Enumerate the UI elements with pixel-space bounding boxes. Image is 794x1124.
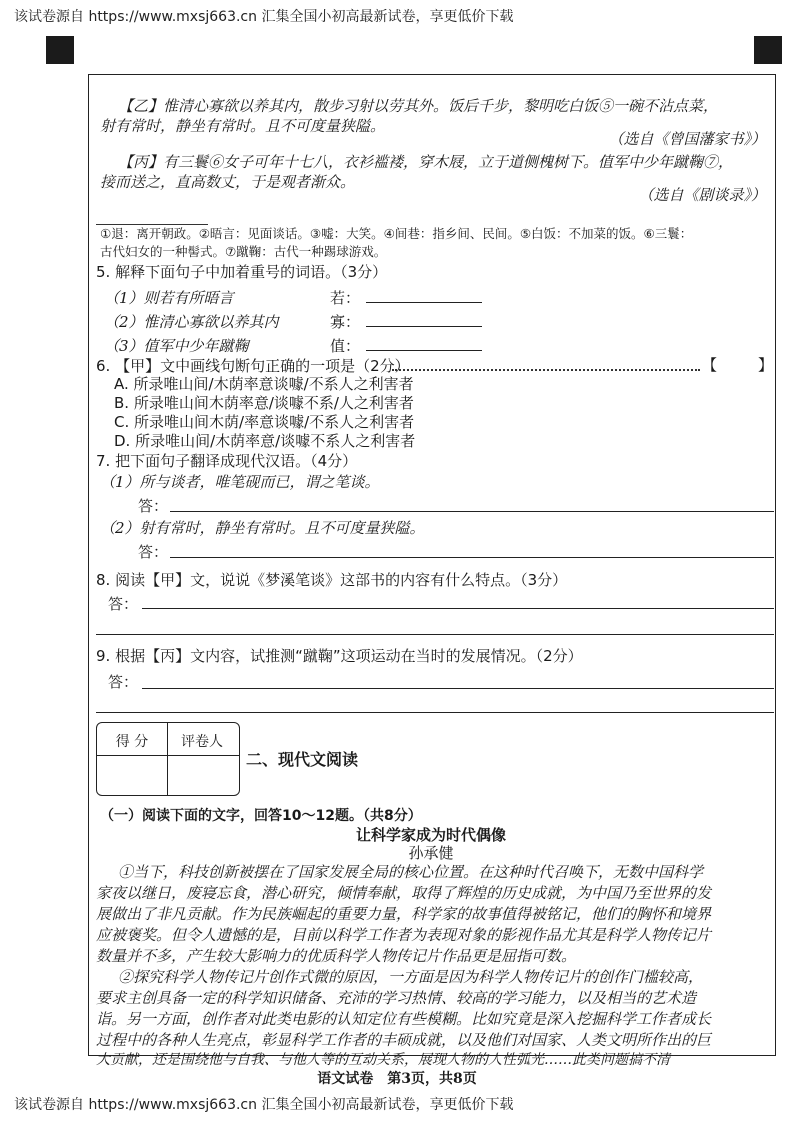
q9-answer-line-1[interactable] <box>142 688 774 689</box>
q8-answer-line-2[interactable] <box>96 634 774 635</box>
article-author: 孙承健 <box>408 844 454 862</box>
q5-answer-1[interactable] <box>330 288 482 308</box>
notes-line1: ①退：离开朝政。②晤言：见面谈话。③嘘：大笑。④间巷：指乡间、民间。⑤白饭：不加菜的饭。⑥三鬟： <box>100 226 693 241</box>
q5-word-1: 若： <box>330 289 361 307</box>
q5-item-2: （2）惟清心寡欲以养其内 <box>104 313 279 331</box>
section-2-subheading: （一）阅读下面的文字，回答10～12题。（共8分） <box>100 808 422 824</box>
q5-answer-2[interactable] <box>330 312 482 332</box>
registration-mark-left <box>46 36 74 64</box>
q6-option-c: C. 所录唯山间木荫/率意谈噱/不系人之利害者 <box>114 413 415 431</box>
q5-item-3: （3）值军中少年蹴鞠 <box>104 337 249 355</box>
q6-stem: 6. 【甲】文中画线句断句正确的一项是（2分） <box>96 357 410 375</box>
article-p1-line2: 家夜以继日，废寝忘食，潜心研究，倾情奉献，取得了辉煌的历史成就，为中国乃至世界的发 <box>96 884 712 902</box>
q9-answer-line-2[interactable] <box>96 712 774 713</box>
q6-bracket-close: 】 <box>758 356 774 374</box>
page-footer: 语文试卷 第3页，共8页 <box>317 1071 477 1087</box>
score-box <box>96 722 240 796</box>
passage-yi-line2: 射有常时，静坐有常时。且不可度量狭隘。 <box>100 117 386 135</box>
q7-stem: 7. 把下面句子翻译成现代汉语。（4分） <box>96 452 358 470</box>
article-title: 让科学家成为时代偶像 <box>355 826 506 844</box>
article-p2-line4: 过程中的各种人生亮点，彰显科学工作者的丰硕成就，以及他们对国家、人类文明所作出的巨 <box>96 1031 712 1049</box>
article-p2-line1: ②探究科学人物传记片创作式微的原因，一方面是因为科学人物传记片的创作门槛较高， <box>118 968 704 986</box>
q7-sentence-2: （2）射有常时，静坐有常时。且不可度量狭隘。 <box>100 519 425 537</box>
passage-bing-line2: 接而送之，直高数丈，于是观者渐众。 <box>100 173 356 191</box>
q7-sentence-1: （1）所与谈者，唯笔砚而已，谓之笔谈。 <box>100 473 380 491</box>
q6-bracket-open: 【 <box>702 356 718 374</box>
q5-stem: 5. 解释下面句子中加着重号的词语。（3分） <box>96 263 388 281</box>
q9-stem: 9. 根据【丙】文内容，试推测“蹴鞠”这项运动在当时的发展情况。（2分） <box>96 647 583 665</box>
passage-yi-line1: 【乙】惟清心寡欲以养其内，散步习射以劳其外。饭后千步，黎明吃白饭⑤一碗不沾点菜， <box>118 97 719 115</box>
q8-stem: 8. 阅读【甲】文，说说《梦溪笔谈》这部书的内容有什么特点。（3分） <box>96 571 568 589</box>
watermark-top: 该试卷源自 https://www.mxsj663.cn 汇集全国小初高最新试卷，享更低价下载 <box>14 9 514 25</box>
q5-item-1: （1）则若有所晤言 <box>104 289 234 307</box>
section-2-title: 二、现代文阅读 <box>246 750 359 769</box>
article-p1-line3: 展做出了非凡贡献。作为民族崛起的重要力量，科学家的故事值得被铭记，他们的胸怀和境界 <box>96 905 712 923</box>
q6-option-d: D. 所录唯山间/木荫率意/谈噱不系人之利害者 <box>114 432 416 450</box>
watermark-bottom: 该试卷源自 https://www.mxsj663.cn 汇集全国小初高最新试卷，享更低价下载 <box>14 1097 514 1113</box>
article-p2-line5: 大贡献，还是围绕他与自我、与他人等的互动关系，展现人物的人性弧光……此类问题搞不清 <box>96 1052 670 1068</box>
article-p2-line2: 要求主创具备一定的科学知识储备、充沛的学习热情、较高的学习能力，以及相当的艺术造 <box>96 989 697 1007</box>
score-box-score-label: 得 分 <box>115 734 149 750</box>
passage-bing-line1: 【丙】有三鬟⑥女子可年十七八，衣衫褴褛，穿木屐，立于道侧槐树下。值军中少年蹴鞠⑦， <box>118 153 734 171</box>
registration-mark-right <box>754 36 782 64</box>
q5-answer-3[interactable] <box>330 336 482 356</box>
q5-word-2: 寡： <box>330 313 361 331</box>
q7-answer-line-1[interactable] <box>170 511 774 512</box>
score-box-grader-label: 评卷人 <box>181 734 223 750</box>
article-p1-line5: 数量并不多，产生较大影响力的优质科学人物传记片作品更是屈指可数。 <box>96 947 577 965</box>
q8-answer-line-1[interactable] <box>142 608 774 609</box>
passage-bing-source: （选自《剧谈录》） <box>638 186 766 204</box>
q9-answer-label: 答： <box>108 673 139 691</box>
q7-answer-line-2[interactable] <box>170 557 774 558</box>
q5-word-3: 值： <box>330 337 361 355</box>
q8-answer-label: 答： <box>108 595 139 613</box>
q6-option-a: A. 所录唯山间/木荫率意谈噱/不系人之利害者 <box>114 375 414 393</box>
article-p1-line1: ①当下，科技创新被摆在了国家发展全局的核心位置。在这种时代召唤下，无数中国科学 <box>118 863 704 881</box>
q6-option-b: B. 所录唯山间木荫率意/谈噱不系/人之利害者 <box>114 394 414 412</box>
article-p2-line3: 诣。另一方面，创作者对此类电影的认知定位有些模糊。比如究竟是深入挖掘科学工作者成长 <box>96 1010 712 1028</box>
q6-leader-dots <box>392 369 700 371</box>
passage-yi-source: （选自《曾国藩家书》） <box>608 130 766 148</box>
notes-line2: 古代妇女的一种髻式。⑦蹴鞠：古代一种踢球游戏。 <box>100 244 387 259</box>
q7-answer-label-2: 答： <box>138 543 169 561</box>
article-p1-line4: 应被褒奖。但令人遗憾的是，目前以科学工作者为表现对象的影视作品尤其是科学人物传记片 <box>96 926 712 944</box>
q7-answer-label-1: 答： <box>138 497 169 515</box>
